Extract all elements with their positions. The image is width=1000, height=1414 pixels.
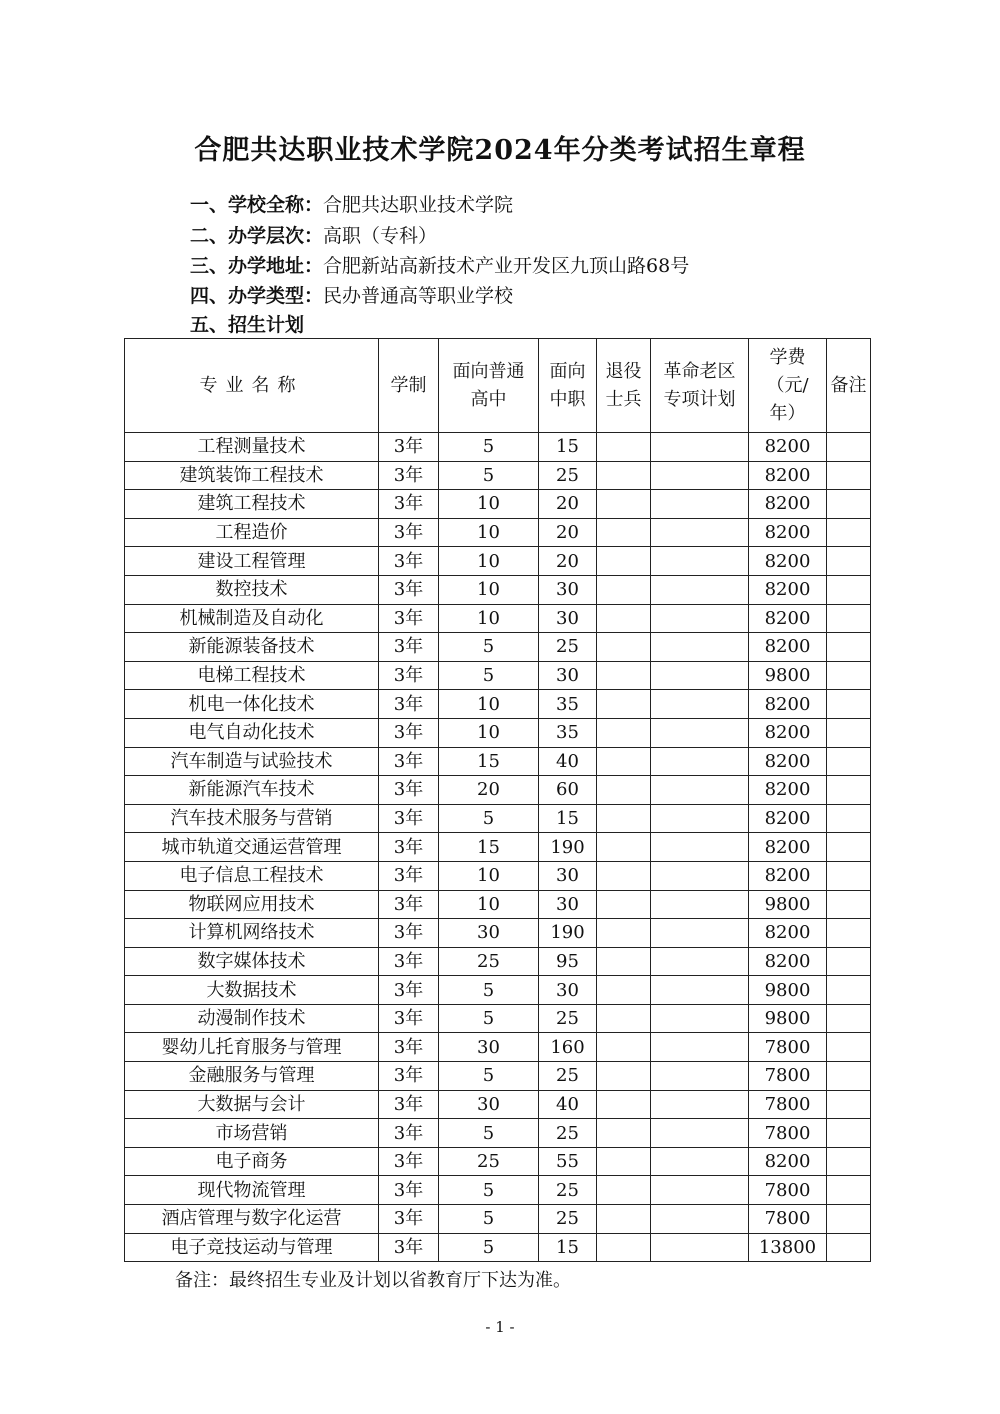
info-value: 民办普通高等职业学校 bbox=[323, 285, 514, 307]
cell-remarks bbox=[827, 1119, 871, 1148]
cell-veterans bbox=[597, 490, 651, 519]
cell-veterans bbox=[597, 1004, 651, 1033]
table-body bbox=[125, 433, 871, 1262]
cell-veterans bbox=[597, 833, 651, 862]
cell-remarks bbox=[827, 1147, 871, 1176]
cell-vocational: 25 bbox=[539, 1062, 597, 1091]
cell-remarks bbox=[827, 1176, 871, 1205]
col-header-remarks: 备注 bbox=[827, 339, 871, 433]
cell-tuition: 13800 bbox=[749, 1233, 827, 1262]
table-row bbox=[125, 1205, 871, 1234]
cell-vocational: 160 bbox=[539, 1033, 597, 1062]
cell-duration: 3年 bbox=[379, 1205, 439, 1234]
cell-remarks bbox=[827, 661, 871, 690]
table-row bbox=[125, 976, 871, 1005]
cell-remarks bbox=[827, 1062, 871, 1091]
cell-duration: 3年 bbox=[379, 890, 439, 919]
cell-old-revolutionary-area bbox=[651, 690, 749, 719]
cell-remarks bbox=[827, 776, 871, 805]
cell-tuition: 8200 bbox=[749, 690, 827, 719]
cell-old-revolutionary-area bbox=[651, 833, 749, 862]
page-title: 合肥共达职业技术学院2024年分类考试招生章程 bbox=[194, 135, 806, 166]
cell-veterans bbox=[597, 1033, 651, 1062]
cell-tuition: 9800 bbox=[749, 661, 827, 690]
cell-tuition: 8200 bbox=[749, 919, 827, 948]
cell-old-revolutionary-area bbox=[651, 1233, 749, 1262]
info-plan-heading bbox=[190, 311, 304, 340]
cell-high-school: 10 bbox=[439, 718, 539, 747]
cell-duration: 3年 bbox=[379, 718, 439, 747]
cell-duration: 3年 bbox=[379, 1004, 439, 1033]
cell-duration: 3年 bbox=[379, 1119, 439, 1148]
table-row bbox=[125, 575, 871, 604]
page-number: - 1 - bbox=[485, 1318, 515, 1336]
cell-old-revolutionary-area bbox=[651, 490, 749, 519]
cell-tuition: 7800 bbox=[749, 1090, 827, 1119]
cell-high-school: 5 bbox=[439, 1119, 539, 1148]
col-header-duration: 学制 bbox=[379, 339, 439, 433]
cell-vocational: 60 bbox=[539, 776, 597, 805]
cell-high-school: 5 bbox=[439, 1176, 539, 1205]
cell-old-revolutionary-area bbox=[651, 1119, 749, 1148]
cell-duration: 3年 bbox=[379, 833, 439, 862]
cell-major: 新能源汽车技术 bbox=[125, 776, 379, 805]
cell-veterans bbox=[597, 1062, 651, 1091]
cell-high-school: 5 bbox=[439, 633, 539, 662]
cell-remarks bbox=[827, 461, 871, 490]
cell-duration: 3年 bbox=[379, 661, 439, 690]
cell-high-school: 5 bbox=[439, 433, 539, 462]
cell-remarks bbox=[827, 919, 871, 948]
cell-remarks bbox=[827, 1233, 871, 1262]
cell-high-school: 10 bbox=[439, 547, 539, 576]
cell-high-school: 5 bbox=[439, 1233, 539, 1262]
cell-old-revolutionary-area bbox=[651, 747, 749, 776]
cell-vocational: 25 bbox=[539, 1119, 597, 1148]
cell-high-school: 10 bbox=[439, 861, 539, 890]
cell-tuition: 8200 bbox=[749, 490, 827, 519]
cell-veterans bbox=[597, 661, 651, 690]
table-row bbox=[125, 461, 871, 490]
cell-veterans bbox=[597, 976, 651, 1005]
cell-remarks bbox=[827, 1090, 871, 1119]
table-row bbox=[125, 433, 871, 462]
cell-veterans bbox=[597, 718, 651, 747]
info-value: 合肥共达职业技术学院 bbox=[323, 194, 514, 216]
cell-major: 计算机网络技术 bbox=[125, 919, 379, 948]
cell-old-revolutionary-area bbox=[651, 718, 749, 747]
info-school-name bbox=[190, 191, 513, 220]
cell-old-revolutionary-area bbox=[651, 861, 749, 890]
info-address bbox=[190, 252, 689, 281]
cell-major: 电子商务 bbox=[125, 1147, 379, 1176]
table-row bbox=[125, 633, 871, 662]
info-label: 五、招生计划 bbox=[190, 314, 305, 336]
cell-remarks bbox=[827, 1033, 871, 1062]
cell-vocational: 35 bbox=[539, 690, 597, 719]
cell-old-revolutionary-area bbox=[651, 804, 749, 833]
cell-remarks bbox=[827, 575, 871, 604]
cell-major: 大数据与会计 bbox=[125, 1090, 379, 1119]
cell-major: 电子竞技运动与管理 bbox=[125, 1233, 379, 1262]
cell-high-school: 5 bbox=[439, 661, 539, 690]
cell-tuition: 8200 bbox=[749, 1147, 827, 1176]
cell-old-revolutionary-area bbox=[651, 433, 749, 462]
cell-high-school: 5 bbox=[439, 804, 539, 833]
cell-major: 机械制造及自动化 bbox=[125, 604, 379, 633]
cell-veterans bbox=[597, 1090, 651, 1119]
cell-duration: 3年 bbox=[379, 604, 439, 633]
cell-high-school: 15 bbox=[439, 747, 539, 776]
cell-duration: 3年 bbox=[379, 633, 439, 662]
col-header-tuition: 学费（元/年） bbox=[749, 339, 827, 433]
cell-veterans bbox=[597, 919, 651, 948]
table-header-row bbox=[125, 339, 871, 433]
cell-old-revolutionary-area bbox=[651, 1205, 749, 1234]
cell-duration: 3年 bbox=[379, 976, 439, 1005]
cell-high-school: 25 bbox=[439, 1147, 539, 1176]
cell-old-revolutionary-area bbox=[651, 1147, 749, 1176]
cell-vocational: 30 bbox=[539, 890, 597, 919]
cell-tuition: 8200 bbox=[749, 633, 827, 662]
cell-major: 婴幼儿托育服务与管理 bbox=[125, 1033, 379, 1062]
cell-vocational: 25 bbox=[539, 1205, 597, 1234]
cell-old-revolutionary-area bbox=[651, 890, 749, 919]
cell-vocational: 30 bbox=[539, 661, 597, 690]
cell-veterans bbox=[597, 747, 651, 776]
cell-veterans bbox=[597, 804, 651, 833]
cell-major: 动漫制作技术 bbox=[125, 1004, 379, 1033]
cell-remarks bbox=[827, 433, 871, 462]
cell-veterans bbox=[597, 776, 651, 805]
col-header-major: 专业名称 bbox=[125, 339, 379, 433]
table-row bbox=[125, 661, 871, 690]
cell-tuition: 8200 bbox=[749, 518, 827, 547]
cell-vocational: 25 bbox=[539, 1176, 597, 1205]
cell-duration: 3年 bbox=[379, 861, 439, 890]
cell-duration: 3年 bbox=[379, 575, 439, 604]
cell-duration: 3年 bbox=[379, 1147, 439, 1176]
cell-duration: 3年 bbox=[379, 461, 439, 490]
table-row bbox=[125, 861, 871, 890]
table-row bbox=[125, 490, 871, 519]
cell-tuition: 7800 bbox=[749, 1062, 827, 1091]
table-row bbox=[125, 1004, 871, 1033]
cell-major: 电子信息工程技术 bbox=[125, 861, 379, 890]
table-row bbox=[125, 604, 871, 633]
cell-remarks bbox=[827, 604, 871, 633]
info-label: 三、办学地址： bbox=[190, 255, 324, 277]
cell-tuition: 8200 bbox=[749, 433, 827, 462]
cell-major: 大数据技术 bbox=[125, 976, 379, 1005]
table-row bbox=[125, 718, 871, 747]
cell-high-school: 15 bbox=[439, 833, 539, 862]
cell-vocational: 40 bbox=[539, 747, 597, 776]
cell-veterans bbox=[597, 433, 651, 462]
table-row bbox=[125, 1119, 871, 1148]
cell-duration: 3年 bbox=[379, 490, 439, 519]
cell-duration: 3年 bbox=[379, 1033, 439, 1062]
cell-major: 电梯工程技术 bbox=[125, 661, 379, 690]
cell-major: 物联网应用技术 bbox=[125, 890, 379, 919]
cell-old-revolutionary-area bbox=[651, 1090, 749, 1119]
cell-high-school: 20 bbox=[439, 776, 539, 805]
col-header-vocational: 面向中职 bbox=[539, 339, 597, 433]
table-row bbox=[125, 1033, 871, 1062]
table-row bbox=[125, 890, 871, 919]
cell-vocational: 20 bbox=[539, 518, 597, 547]
table-row bbox=[125, 1233, 871, 1262]
cell-tuition: 8200 bbox=[749, 461, 827, 490]
cell-tuition: 7800 bbox=[749, 1205, 827, 1234]
cell-major: 建设工程管理 bbox=[125, 547, 379, 576]
cell-high-school: 30 bbox=[439, 1090, 539, 1119]
cell-veterans bbox=[597, 1119, 651, 1148]
cell-major: 汽车制造与试验技术 bbox=[125, 747, 379, 776]
cell-high-school: 10 bbox=[439, 690, 539, 719]
cell-vocational: 30 bbox=[539, 976, 597, 1005]
cell-vocational: 35 bbox=[539, 718, 597, 747]
cell-vocational: 55 bbox=[539, 1147, 597, 1176]
cell-old-revolutionary-area bbox=[651, 976, 749, 1005]
cell-high-school: 5 bbox=[439, 1062, 539, 1091]
cell-tuition: 8200 bbox=[749, 604, 827, 633]
cell-major: 机电一体化技术 bbox=[125, 690, 379, 719]
cell-duration: 3年 bbox=[379, 433, 439, 462]
cell-tuition: 8200 bbox=[749, 776, 827, 805]
cell-old-revolutionary-area bbox=[651, 1176, 749, 1205]
cell-vocational: 25 bbox=[539, 1004, 597, 1033]
cell-major: 市场营销 bbox=[125, 1119, 379, 1148]
cell-veterans bbox=[597, 633, 651, 662]
cell-remarks bbox=[827, 690, 871, 719]
cell-major: 现代物流管理 bbox=[125, 1176, 379, 1205]
cell-remarks bbox=[827, 947, 871, 976]
cell-major: 数字媒体技术 bbox=[125, 947, 379, 976]
cell-old-revolutionary-area bbox=[651, 1033, 749, 1062]
cell-old-revolutionary-area bbox=[651, 604, 749, 633]
cell-remarks bbox=[827, 861, 871, 890]
cell-remarks bbox=[827, 1004, 871, 1033]
cell-duration: 3年 bbox=[379, 1233, 439, 1262]
cell-vocational: 190 bbox=[539, 833, 597, 862]
cell-remarks bbox=[827, 890, 871, 919]
cell-remarks bbox=[827, 747, 871, 776]
cell-veterans bbox=[597, 690, 651, 719]
table-row bbox=[125, 690, 871, 719]
info-label: 四、办学类型： bbox=[190, 285, 324, 307]
cell-vocational: 30 bbox=[539, 861, 597, 890]
cell-duration: 3年 bbox=[379, 747, 439, 776]
cell-major: 工程测量技术 bbox=[125, 433, 379, 462]
table-row bbox=[125, 776, 871, 805]
cell-vocational: 25 bbox=[539, 461, 597, 490]
table-row bbox=[125, 833, 871, 862]
table-row bbox=[125, 1062, 871, 1091]
cell-major: 工程造价 bbox=[125, 518, 379, 547]
cell-high-school: 30 bbox=[439, 919, 539, 948]
cell-duration: 3年 bbox=[379, 776, 439, 805]
table-row bbox=[125, 518, 871, 547]
table-row bbox=[125, 1090, 871, 1119]
cell-veterans bbox=[597, 861, 651, 890]
cell-vocational: 15 bbox=[539, 1233, 597, 1262]
cell-major: 建筑工程技术 bbox=[125, 490, 379, 519]
cell-high-school: 5 bbox=[439, 976, 539, 1005]
cell-duration: 3年 bbox=[379, 947, 439, 976]
cell-old-revolutionary-area bbox=[651, 1062, 749, 1091]
cell-duration: 3年 bbox=[379, 1176, 439, 1205]
col-header-high-school: 面向普通高中 bbox=[439, 339, 539, 433]
cell-high-school: 10 bbox=[439, 890, 539, 919]
cell-high-school: 10 bbox=[439, 518, 539, 547]
cell-major: 酒店管理与数字化运营 bbox=[125, 1205, 379, 1234]
table-row bbox=[125, 947, 871, 976]
cell-tuition: 9800 bbox=[749, 890, 827, 919]
cell-veterans bbox=[597, 604, 651, 633]
cell-duration: 3年 bbox=[379, 518, 439, 547]
cell-duration: 3年 bbox=[379, 1090, 439, 1119]
cell-tuition: 7800 bbox=[749, 1119, 827, 1148]
cell-old-revolutionary-area bbox=[651, 518, 749, 547]
cell-old-revolutionary-area bbox=[651, 1004, 749, 1033]
info-label: 二、办学层次： bbox=[190, 225, 324, 247]
col-header-old-revolutionary-area: 革命老区专项计划 bbox=[651, 339, 749, 433]
cell-remarks bbox=[827, 518, 871, 547]
cell-remarks bbox=[827, 718, 871, 747]
cell-old-revolutionary-area bbox=[651, 575, 749, 604]
cell-veterans bbox=[597, 547, 651, 576]
col-header-veterans: 退役士兵 bbox=[597, 339, 651, 433]
cell-old-revolutionary-area bbox=[651, 633, 749, 662]
table-row bbox=[125, 1147, 871, 1176]
cell-veterans bbox=[597, 1176, 651, 1205]
cell-veterans bbox=[597, 518, 651, 547]
cell-high-school: 5 bbox=[439, 1004, 539, 1033]
cell-remarks bbox=[827, 1205, 871, 1234]
cell-high-school: 25 bbox=[439, 947, 539, 976]
table-row bbox=[125, 1176, 871, 1205]
cell-veterans bbox=[597, 461, 651, 490]
cell-high-school: 30 bbox=[439, 1033, 539, 1062]
cell-vocational: 15 bbox=[539, 804, 597, 833]
enrollment-plan-table bbox=[124, 338, 871, 1262]
table-row bbox=[125, 547, 871, 576]
cell-tuition: 8200 bbox=[749, 833, 827, 862]
cell-tuition: 8200 bbox=[749, 861, 827, 890]
cell-old-revolutionary-area bbox=[651, 461, 749, 490]
table-row bbox=[125, 919, 871, 948]
cell-tuition: 8200 bbox=[749, 718, 827, 747]
cell-tuition: 8200 bbox=[749, 747, 827, 776]
info-type bbox=[190, 282, 513, 311]
cell-tuition: 8200 bbox=[749, 575, 827, 604]
cell-vocational: 190 bbox=[539, 919, 597, 948]
cell-veterans bbox=[597, 890, 651, 919]
cell-tuition: 9800 bbox=[749, 976, 827, 1005]
cell-veterans bbox=[597, 947, 651, 976]
cell-tuition: 9800 bbox=[749, 1004, 827, 1033]
info-value: 合肥新站高新技术产业开发区九顶山路68号 bbox=[323, 255, 690, 277]
footnote: 备注：最终招生专业及计划以省教育厅下达为准。 bbox=[175, 1270, 571, 1291]
cell-old-revolutionary-area bbox=[651, 947, 749, 976]
cell-vocational: 40 bbox=[539, 1090, 597, 1119]
cell-veterans bbox=[597, 1205, 651, 1234]
info-level bbox=[190, 222, 437, 251]
cell-vocational: 20 bbox=[539, 490, 597, 519]
info-label: 一、学校全称： bbox=[190, 194, 324, 216]
cell-old-revolutionary-area bbox=[651, 919, 749, 948]
cell-remarks bbox=[827, 833, 871, 862]
cell-old-revolutionary-area bbox=[651, 547, 749, 576]
cell-major: 电气自动化技术 bbox=[125, 718, 379, 747]
cell-old-revolutionary-area bbox=[651, 661, 749, 690]
cell-veterans bbox=[597, 575, 651, 604]
cell-high-school: 10 bbox=[439, 575, 539, 604]
table-row bbox=[125, 747, 871, 776]
cell-duration: 3年 bbox=[379, 690, 439, 719]
cell-major: 汽车技术服务与营销 bbox=[125, 804, 379, 833]
cell-tuition: 7800 bbox=[749, 1033, 827, 1062]
cell-duration: 3年 bbox=[379, 547, 439, 576]
cell-vocational: 15 bbox=[539, 433, 597, 462]
cell-high-school: 5 bbox=[439, 1205, 539, 1234]
cell-tuition: 7800 bbox=[749, 1176, 827, 1205]
cell-major: 新能源装备技术 bbox=[125, 633, 379, 662]
cell-remarks bbox=[827, 547, 871, 576]
cell-duration: 3年 bbox=[379, 804, 439, 833]
cell-major: 城市轨道交通运营管理 bbox=[125, 833, 379, 862]
cell-remarks bbox=[827, 804, 871, 833]
cell-remarks bbox=[827, 490, 871, 519]
cell-vocational: 30 bbox=[539, 575, 597, 604]
cell-high-school: 10 bbox=[439, 604, 539, 633]
cell-remarks bbox=[827, 976, 871, 1005]
cell-old-revolutionary-area bbox=[651, 776, 749, 805]
cell-tuition: 8200 bbox=[749, 547, 827, 576]
cell-high-school: 10 bbox=[439, 490, 539, 519]
cell-veterans bbox=[597, 1233, 651, 1262]
cell-tuition: 8200 bbox=[749, 947, 827, 976]
cell-vocational: 20 bbox=[539, 547, 597, 576]
cell-tuition: 8200 bbox=[749, 804, 827, 833]
cell-veterans bbox=[597, 1147, 651, 1176]
cell-duration: 3年 bbox=[379, 1062, 439, 1091]
table-row bbox=[125, 804, 871, 833]
cell-major: 金融服务与管理 bbox=[125, 1062, 379, 1091]
cell-high-school: 5 bbox=[439, 461, 539, 490]
cell-remarks bbox=[827, 633, 871, 662]
cell-vocational: 95 bbox=[539, 947, 597, 976]
cell-duration: 3年 bbox=[379, 919, 439, 948]
cell-vocational: 25 bbox=[539, 633, 597, 662]
cell-vocational: 30 bbox=[539, 604, 597, 633]
cell-major: 数控技术 bbox=[125, 575, 379, 604]
cell-major: 建筑装饰工程技术 bbox=[125, 461, 379, 490]
info-value: 高职（专科） bbox=[323, 225, 438, 247]
